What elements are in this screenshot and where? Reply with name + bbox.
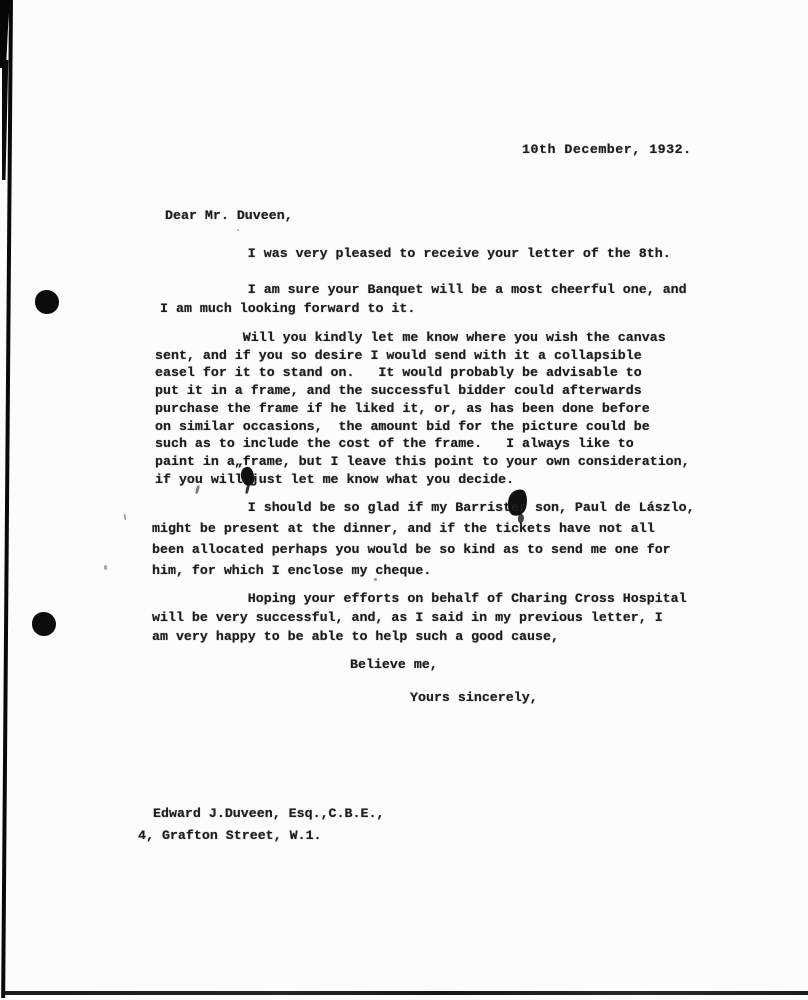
paragraph-2 bbox=[160, 281, 687, 318]
letter-line: am very happy to be able to help such a good cause, bbox=[152, 629, 559, 644]
letter-line: sent, and if you so desire I would send with it a collapsible bbox=[155, 347, 642, 363]
letter-line: Hoping your efforts on behalf of Charing Cross Hospital bbox=[152, 591, 687, 606]
letter-line: been allocated perhaps you would be so kind as to send me one for bbox=[152, 542, 671, 557]
letter-line: such as to include the cost of the frame. I always like to bbox=[155, 436, 634, 452]
ink-speck bbox=[123, 514, 126, 520]
letter-line: will be very successful, and, as I said in my previous letter, I bbox=[152, 610, 663, 625]
letter-line: Will you kindly let me know where you wish the canvas bbox=[155, 330, 666, 345]
paragraph-5 bbox=[152, 589, 687, 646]
ink-speck bbox=[237, 229, 239, 231]
letter-line: I should be so glad if my Barrister son, Paul de Lászlo, bbox=[152, 500, 695, 515]
recipient-name: Edward J.Duveen, Esq.,C.B.E., bbox=[153, 806, 385, 821]
letter-line: put it in a frame, and the successful bidder could afterwards bbox=[155, 383, 642, 399]
punch-hole-top bbox=[35, 290, 59, 314]
letter-line: if you will just let me know what you decide. bbox=[155, 471, 515, 487]
letter-date: 10th December, 1932. bbox=[522, 142, 692, 157]
letter-line: I am much looking forward to it. bbox=[160, 300, 416, 316]
closing-believe: Believe me, bbox=[350, 657, 438, 672]
letter-line: purchase the frame if he liked it, or, as has been done before bbox=[155, 400, 650, 416]
paragraph-3 bbox=[155, 329, 690, 488]
punch-hole-bottom bbox=[32, 612, 56, 636]
letter-line: easel for it to stand on. It would probably be advisable to bbox=[155, 365, 642, 381]
letter-line: I was very pleased to receive your letter of the 8th. bbox=[160, 246, 671, 261]
letter-line: him, for which I enclose my cheque. bbox=[152, 563, 432, 578]
ink-speck bbox=[104, 565, 107, 570]
closing-sincerely: Yours sincerely, bbox=[410, 690, 538, 705]
letter-line: on similar occasions, the amount bid for the picture could be bbox=[155, 418, 650, 434]
recipient-address: 4, Grafton Street, W.1. bbox=[138, 828, 322, 843]
paragraph-1 bbox=[160, 245, 671, 263]
paragraph-4 bbox=[152, 497, 695, 581]
letter-line: paint in a„frame, but I leave this point to your own consideration, bbox=[155, 453, 690, 469]
letter-line: might be present at the dinner, and if the tickets have not all bbox=[152, 521, 655, 536]
letter-line: I am sure your Banquet will be a most cheerful one, and bbox=[160, 282, 687, 297]
scan-edge-bottom bbox=[2, 991, 808, 995]
letter-salutation: Dear Mr. Duveen, bbox=[165, 208, 293, 223]
